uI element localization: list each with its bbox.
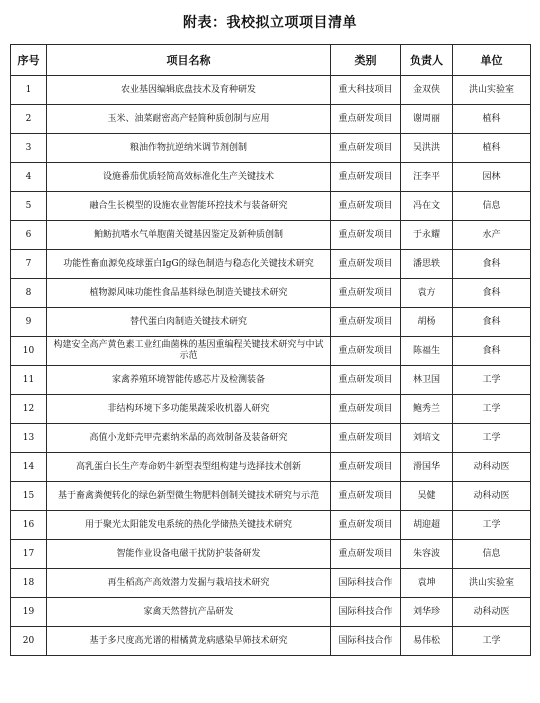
cell-leader: 袁坤: [401, 569, 453, 598]
cell-no: 5: [11, 192, 47, 221]
cell-unit: 工学: [453, 395, 531, 424]
cell-project-name: 植物源风味功能性食品基料绿色制造关键技术研究: [47, 279, 331, 308]
cell-leader: 鲍秀兰: [401, 395, 453, 424]
cell-leader: 谢周丽: [401, 105, 453, 134]
cell-no: 19: [11, 598, 47, 627]
cell-category: 国际科技合作: [331, 627, 401, 656]
table-row: [11, 163, 531, 192]
cell-category: 重点研发项目: [331, 279, 401, 308]
cell-category: 国际科技合作: [331, 569, 401, 598]
cell-project-name: 玉米、油菜耐密高产轻简种质创制与应用: [47, 105, 331, 134]
cell-category: 重点研发项目: [331, 511, 401, 540]
table-row: [11, 366, 531, 395]
cell-unit: 工学: [453, 424, 531, 453]
table-row: [11, 221, 531, 250]
cell-no: 16: [11, 511, 47, 540]
cell-unit: 工学: [453, 366, 531, 395]
cell-leader: 林卫国: [401, 366, 453, 395]
cell-no: 6: [11, 221, 47, 250]
cell-unit: 动科动医: [453, 453, 531, 482]
cell-no: 4: [11, 163, 47, 192]
cell-no: 14: [11, 453, 47, 482]
cell-category: 重点研发项目: [331, 134, 401, 163]
cell-no: 9: [11, 308, 47, 337]
cell-project-name: 用于聚光太阳能发电系统的热化学储热关键技术研究: [47, 511, 331, 540]
cell-project-name: 融合生长模型的设施农业智能环控技术与装备研究: [47, 192, 331, 221]
table-row: [11, 76, 531, 105]
cell-no: 1: [11, 76, 47, 105]
cell-category: 国际科技合作: [331, 598, 401, 627]
cell-leader: 刘华珍: [401, 598, 453, 627]
cell-project-name: 高值小龙虾壳甲壳素纳米晶的高效制备及装备研究: [47, 424, 331, 453]
table-row: [11, 424, 531, 453]
table-row: [11, 192, 531, 221]
cell-no: 11: [11, 366, 47, 395]
cell-no: 7: [11, 250, 47, 279]
cell-category: 重点研发项目: [331, 395, 401, 424]
cell-unit: 食科: [453, 279, 531, 308]
cell-no: 10: [11, 337, 47, 366]
cell-project-name: 基于多尺度高光谱的柑橘黄龙病感染早筛技术研究: [47, 627, 331, 656]
cell-project-name: 智能作业设备电磁干扰防护装备研发: [47, 540, 331, 569]
cell-project-name: 粮油作物抗逆纳米调节剂创制: [47, 134, 331, 163]
cell-leader: 袁方: [401, 279, 453, 308]
cell-unit: 植科: [453, 134, 531, 163]
cell-unit: 食科: [453, 250, 531, 279]
cell-unit: 园林: [453, 163, 531, 192]
table-row: [11, 627, 531, 656]
cell-project-name: 高乳蛋白长生产寿命奶牛新型表型组构建与选择技术创新: [47, 453, 331, 482]
cell-leader: 吴健: [401, 482, 453, 511]
cell-unit: 洪山实验室: [453, 76, 531, 105]
table-row: [11, 250, 531, 279]
cell-no: 15: [11, 482, 47, 511]
cell-unit: 动科动医: [453, 482, 531, 511]
table-row: [11, 308, 531, 337]
cell-leader: 胡杨: [401, 308, 453, 337]
cell-project-name: 家禽养殖环境智能传感芯片及检测装备: [47, 366, 331, 395]
table-row: [11, 453, 531, 482]
cell-project-name: 非结构环境下多功能果蔬采收机器人研究: [47, 395, 331, 424]
cell-project-name: 功能性畜血源免疫球蛋白IgG的绿色制造与稳态化关键技术研究: [47, 250, 331, 279]
table-row: [11, 105, 531, 134]
cell-leader: 于永耀: [401, 221, 453, 250]
cell-unit: 工学: [453, 511, 531, 540]
cell-unit: 食科: [453, 337, 531, 366]
cell-project-name: 家禽天然替抗产品研发: [47, 598, 331, 627]
cell-leader: 冯在文: [401, 192, 453, 221]
cell-category: 重点研发项目: [331, 192, 401, 221]
cell-leader: 易伟松: [401, 627, 453, 656]
cell-leader: 胡迎超: [401, 511, 453, 540]
header-unit: 单位: [453, 45, 531, 76]
cell-unit: 工学: [453, 627, 531, 656]
cell-category: 重点研发项目: [331, 424, 401, 453]
cell-category: 重点研发项目: [331, 105, 401, 134]
table-row: [11, 134, 531, 163]
table-row: [11, 569, 531, 598]
table-row: [11, 337, 531, 366]
cell-no: 20: [11, 627, 47, 656]
cell-unit: 洪山实验室: [453, 569, 531, 598]
cell-leader: 刘培文: [401, 424, 453, 453]
cell-leader: 陈福生: [401, 337, 453, 366]
cell-project-name: 基于畜禽粪便转化的绿色新型微生物肥料创制关键技术研究与示范: [47, 482, 331, 511]
cell-leader: 朱容波: [401, 540, 453, 569]
cell-project-name: 农业基因编辑底盘技术及育种研发: [47, 76, 331, 105]
header-leader: 负责人: [401, 45, 453, 76]
cell-category: 重点研发项目: [331, 337, 401, 366]
cell-no: 2: [11, 105, 47, 134]
header-no: 序号: [11, 45, 47, 76]
cell-unit: 信息: [453, 192, 531, 221]
cell-category: 重点研发项目: [331, 250, 401, 279]
cell-unit: 食科: [453, 308, 531, 337]
page-title: 附表：我校拟立项项目清单: [183, 15, 357, 31]
project-table: [10, 44, 531, 656]
cell-unit: 植科: [453, 105, 531, 134]
cell-no: 17: [11, 540, 47, 569]
cell-no: 18: [11, 569, 47, 598]
cell-leader: 滑国华: [401, 453, 453, 482]
cell-project-name: 设施番茄优质轻简高效标准化生产关键技术: [47, 163, 331, 192]
cell-category: 重点研发项目: [331, 453, 401, 482]
cell-unit: 信息: [453, 540, 531, 569]
cell-project-name: 构建安全高产黄色素工业红曲菌株的基因重编程关键技术研究与中试示范: [47, 337, 331, 366]
cell-category: 重点研发项目: [331, 308, 401, 337]
cell-unit: 动科动医: [453, 598, 531, 627]
table-body: [11, 76, 531, 656]
table-row: [11, 279, 531, 308]
cell-no: 13: [11, 424, 47, 453]
cell-no: 8: [11, 279, 47, 308]
table-header-row: [11, 45, 531, 76]
cell-unit: 水产: [453, 221, 531, 250]
header-name: 项目名称: [47, 45, 331, 76]
cell-category: 重点研发项目: [331, 366, 401, 395]
cell-category: 重点研发项目: [331, 221, 401, 250]
table-row: [11, 395, 531, 424]
cell-category: 重大科技项目: [331, 76, 401, 105]
cell-leader: 吴洪洪: [401, 134, 453, 163]
cell-project-name: 替代蛋白肉制造关键技术研究: [47, 308, 331, 337]
cell-no: 3: [11, 134, 47, 163]
table-row: [11, 511, 531, 540]
cell-leader: 金双侠: [401, 76, 453, 105]
header-category: 类别: [331, 45, 401, 76]
table-row: [11, 598, 531, 627]
cell-project-name: 再生稻高产高效潜力发掘与栽培技术研究: [47, 569, 331, 598]
cell-category: 重点研发项目: [331, 163, 401, 192]
table-row: [11, 482, 531, 511]
cell-leader: 汪李平: [401, 163, 453, 192]
cell-category: 重点研发项目: [331, 540, 401, 569]
cell-no: 12: [11, 395, 47, 424]
cell-category: 重点研发项目: [331, 482, 401, 511]
cell-project-name: 鲌鲂抗嗜水气单胞菌关键基因鉴定及新种质创制: [47, 221, 331, 250]
table-row: [11, 540, 531, 569]
cell-leader: 潘思轶: [401, 250, 453, 279]
